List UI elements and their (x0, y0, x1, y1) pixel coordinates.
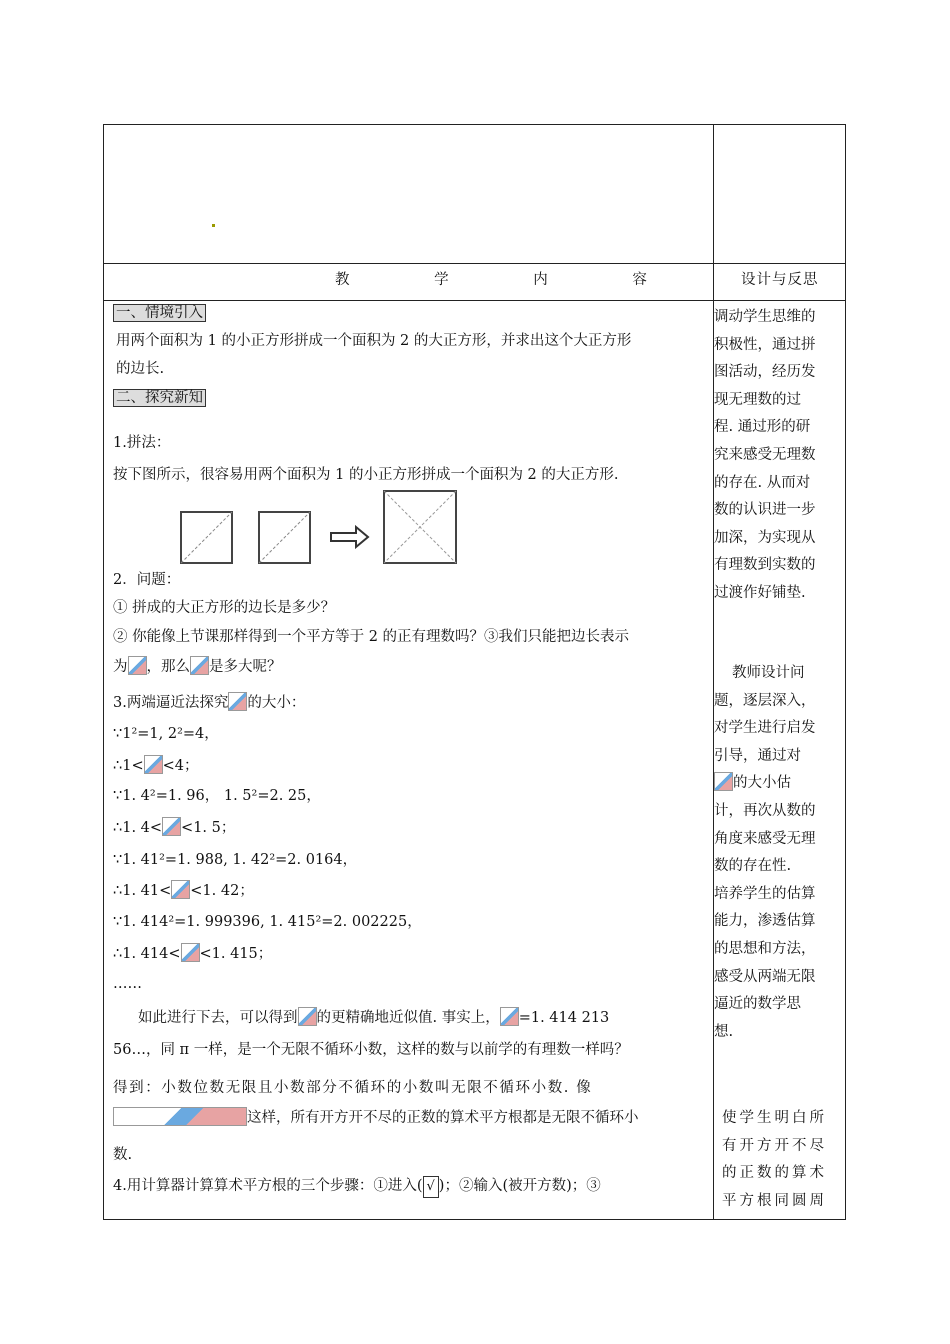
section-1-heading: 一、情境引入 (113, 304, 206, 322)
row-divider (103, 300, 846, 301)
reflection-block-3: 使学生明白所 有开方开不尽 的正数的算术 平方根同圆周 (722, 1110, 827, 1209)
para-line-2: 56…，同 π 一样，是一个无限不循环小数，这样的数与以前学的有理数一样吗？ (113, 1042, 629, 1058)
question-1: ① 拼成的大正方形的边长是多少？ (113, 600, 336, 616)
large-square (384, 491, 456, 563)
small-square-1 (181, 512, 232, 563)
result-line-1: 得到：小数位数无限且小数部分不循环的小数叫无限不循环小数. 像 (113, 1080, 593, 1096)
sqrt-key-icon: √ (423, 1176, 439, 1198)
square-diagram (178, 488, 460, 566)
stray-dot (212, 224, 215, 227)
approx-line-1: ∵1²=1, 2²=4， (113, 726, 219, 742)
question-2: ② 你能像上节课那样得到一个平方等于 2 的正有理数吗？③我们只能把边长表示 (113, 629, 630, 645)
reflection-block-2: 教师设计问 题，逐层深入， 对学生进行启发 引导，通过对 的大小估 计，再次从数的 角度来感受无理 数的存在性. 培养学生的估算 能力，渗透估算 的思想和方法， 感受从两端无限 逼近的数学思 想. (714, 665, 816, 1040)
result-line-3: 数. (113, 1147, 133, 1163)
pinfa-title: 1.拼法： (113, 435, 171, 451)
sqrt2-image (144, 755, 163, 774)
sqrt2-image (190, 656, 209, 675)
approx-line-7: ∵1. 414²=1. 999396, 1. 415²=2. 002225， (113, 914, 422, 930)
sqrt2-image (162, 817, 181, 836)
header-reflection: 设计与反思 (741, 272, 819, 288)
sqrt2-image (298, 1007, 317, 1026)
row-divider (103, 263, 846, 264)
irrational-example-image (113, 1107, 247, 1126)
intro-line-1: 用两个面积为 1 的小正方形拼成一个面积为 2 的大正方形，并求出这个大正方形 (116, 333, 632, 349)
section-2-heading: 二、探究新知 (113, 389, 206, 407)
small-square-2 (259, 512, 310, 563)
header-content: 教 学 内 容 (335, 272, 673, 288)
question-title: 2．问题： (113, 572, 181, 588)
sqrt2-image (128, 656, 147, 675)
arrow-icon (331, 527, 368, 547)
approx-line-3: ∵1. 4²=1. 96， 1. 5²=2. 25， (113, 788, 321, 804)
sqrt2-image (181, 943, 200, 962)
sqrt2-image (500, 1007, 519, 1026)
sqrt2-image (171, 880, 190, 899)
sqrt2-image (228, 692, 247, 711)
reflection-block-1: 调动学生思维的 积极性，通过拼 图活动，经历发 现无理数的过 程. 通过形的研 究来感受无理数 的存在. 从而对 数的认识进一步 加深，为实现从 有理数到实数的 过渡作好铺垫. (714, 309, 816, 601)
intro-line-2: 的边长. (116, 361, 165, 377)
pinfa-text: 按下图所示，很容易用两个面积为 1 的小正方形拼成一个面积为 2 的大正方形. (113, 467, 619, 483)
sqrt2-image (714, 772, 733, 791)
approx-dots: …… (113, 976, 142, 992)
approx-line-5: ∵1. 41²=1. 988, 1. 42²=2. 0164， (113, 852, 358, 868)
